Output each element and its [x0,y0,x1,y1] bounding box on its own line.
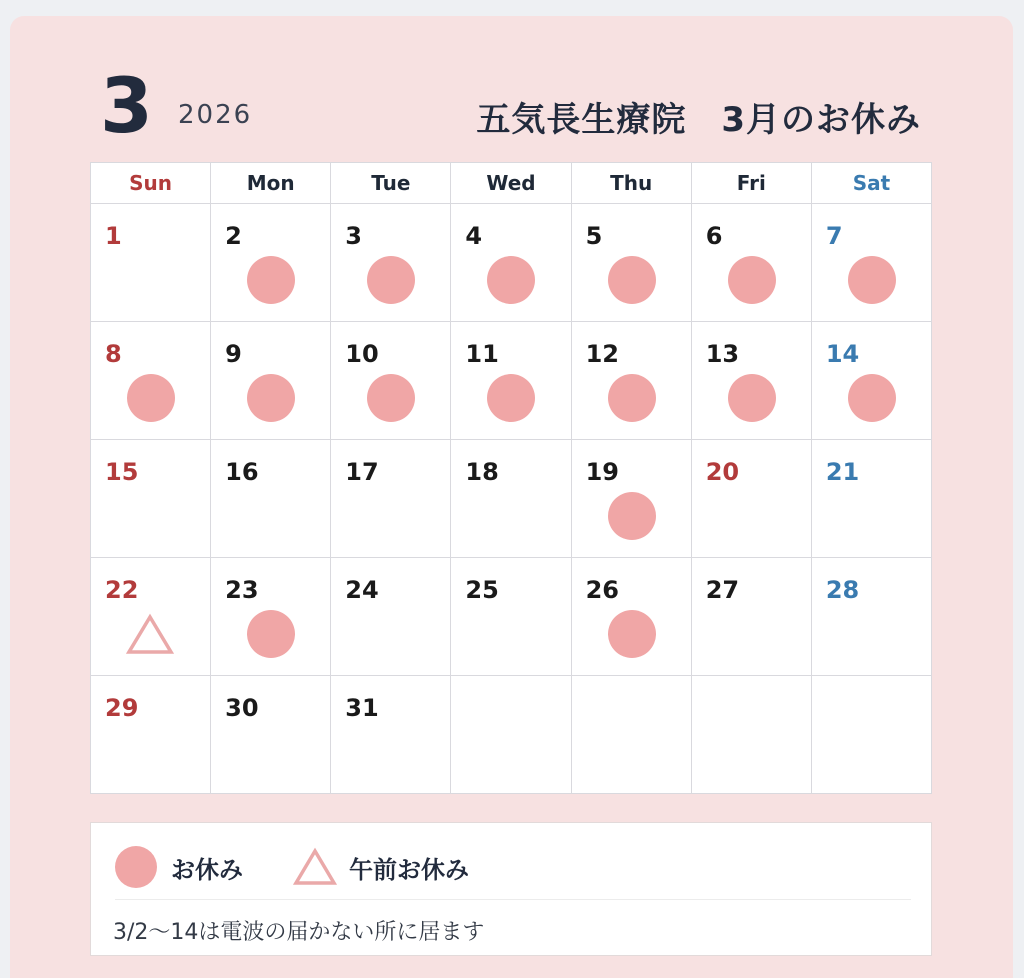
calendar-empty-cell [691,676,811,794]
calendar-day-cell [691,322,811,440]
day-number: 12 [585,340,619,368]
calendar-day-cell [811,204,931,322]
day-number: 29 [105,694,139,722]
calendar-day-cell [211,558,331,676]
legend-divider [115,899,911,900]
calendar-title: 五気長生療院 3月のお休み [476,100,921,140]
day-number: 3 [345,222,362,250]
day-number: 21 [825,458,860,486]
day-number: 14 [825,340,860,368]
weekday-header-mon: Mon [211,163,331,204]
year-label: 2026 [178,100,253,130]
triangle-outline-icon [125,612,175,656]
filled-circle-icon [608,492,656,540]
day-number: 27 [705,576,740,604]
calendar-day-cell [451,558,571,676]
day-number: 7 [825,222,843,250]
legend-morning-label: 午前お休み [349,855,469,884]
filled-circle-icon [367,256,415,304]
calendar-empty-cell [811,676,931,794]
day-number: 28 [825,576,860,604]
filled-circle-icon [728,374,776,422]
calendar-day-cell [691,558,811,676]
calendar-empty-cell [451,676,571,794]
filled-circle-icon [367,374,415,422]
calendar-day-cell [91,558,211,676]
legend-note: 3/2〜14は電波の届かない所に居ます [113,920,485,945]
calendar-day-cell [211,440,331,558]
day-number: 11 [465,340,499,368]
calendar-day-cell [211,676,331,794]
calendar-empty-cell [571,676,691,794]
day-number: 18 [465,458,499,486]
calendar-day-cell [451,204,571,322]
calendar-day-cell [571,204,691,322]
calendar-week-row [91,322,932,440]
day-number: 10 [345,340,379,368]
legend-box [90,822,932,956]
filled-circle-icon [608,256,656,304]
filled-circle-icon [247,374,295,422]
triangle-outline-icon [293,847,337,887]
day-number: 2 [225,222,242,250]
filled-circle-icon [848,256,896,304]
calendar-day-cell [451,440,571,558]
calendar-day-cell [331,676,451,794]
day-number: 30 [225,694,259,722]
day-number: 15 [105,458,139,486]
day-number: 25 [465,576,499,604]
filled-circle-icon [115,846,157,888]
calendar-day-cell [211,322,331,440]
filled-circle-icon [247,610,295,658]
weekday-header-sun: Sun [91,163,211,204]
filled-circle-icon [728,256,776,304]
calendar-week-row [91,204,932,322]
filled-circle-icon [487,374,535,422]
day-number: 6 [705,222,723,250]
calendar-day-cell [91,322,211,440]
day-number: 19 [585,458,619,486]
calendar-day-cell [91,204,211,322]
calendar-day-cell [811,440,931,558]
month-number: 3 [100,61,153,150]
day-number: 13 [705,340,740,368]
calendar-day-cell [811,558,931,676]
day-number: 20 [705,458,740,486]
day-number: 4 [465,222,483,250]
calendar-day-cell [691,204,811,322]
weekday-header-wed: Wed [451,163,571,204]
legend-row [115,845,469,889]
day-number: 17 [345,458,379,486]
calendar-day-cell [211,204,331,322]
weekday-header-fri: Fri [691,163,811,204]
weekday-header-tue: Tue [331,163,451,204]
calendar-day-cell [571,440,691,558]
day-number: 23 [225,576,259,604]
day-number: 16 [225,458,259,486]
day-number: 22 [105,576,139,604]
day-number: 1 [105,222,122,250]
calendar-day-cell [331,204,451,322]
legend-closed-label: お休み [171,855,243,884]
calendar-day-cell [691,440,811,558]
calendar-day-cell [331,558,451,676]
calendar-week-row [91,676,932,794]
filled-circle-icon [608,374,656,422]
filled-circle-icon [848,374,896,422]
calendar-day-cell [571,558,691,676]
calendar-day-cell [451,322,571,440]
filled-circle-icon [608,610,656,658]
weekday-header-sat: Sat [811,163,931,204]
day-number: 26 [585,576,619,604]
day-number: 24 [345,576,379,604]
calendar-week-row [91,558,932,676]
calendar-day-cell [571,322,691,440]
day-number: 9 [225,340,242,368]
calendar-day-cell [91,676,211,794]
calendar-grid [90,162,932,794]
filled-circle-icon [247,256,295,304]
filled-circle-icon [127,374,175,422]
weekday-header-thu: Thu [571,163,691,204]
day-number: 5 [585,222,603,250]
calendar-body [91,204,932,794]
calendar-day-cell [331,440,451,558]
day-number: 31 [345,694,379,722]
calendar-week-row [91,440,932,558]
calendar-day-cell [811,322,931,440]
weekday-header-row [91,163,932,204]
filled-circle-icon [487,256,535,304]
calendar-day-cell [331,322,451,440]
calendar-day-cell [91,440,211,558]
day-number: 8 [105,340,122,368]
